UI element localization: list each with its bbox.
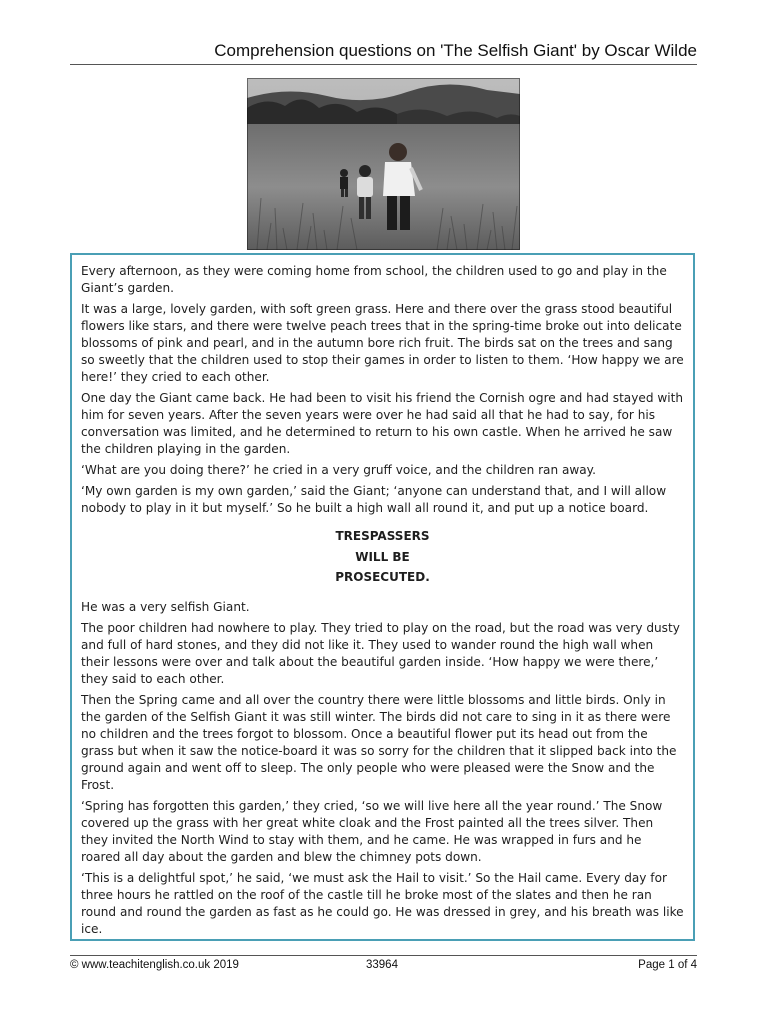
passage-paragraph-4: ‘What are you doing there?’ he cried in a very gruff voice, and the children ran away. — [81, 463, 596, 477]
page-title: Comprehension questions on 'The Selfish Giant' by Oscar Wilde — [214, 41, 697, 60]
passage-paragraph-9: ‘Spring has forgotten this garden,’ they cried, ‘so we will live here all the year round.’ The Snow covered up the grass with her great white cloak and the Frost painted all the trees silver. Then they invited the North Wind to stay with them, and he came. He was wrapped in furs and he roared all day about the garden and blew the chimney pots down. — [81, 798, 663, 864]
passage-paragraph-8: Then the Spring came and all over the country there were little blossoms and little birds. Only in the garden of the Selfish Giant it was still winter. The birds did not care to sing in it as there were no children and the trees forgot to blossom. Once a beautiful flower put its head out from the grass but when it saw the notice-board it was so sorry for the children that it slipped back into the ground again and went off to sleep. The only people who were pleased were the Snow and the Frost. — [81, 692, 677, 792]
children-running-photo — [247, 78, 520, 250]
passage-paragraph-1: Every afternoon, as they were coming home from school, the children used to go and play in the Giant’s garden. — [81, 264, 667, 295]
notice-line-1: TRESPASSERS — [335, 529, 430, 543]
notice-line-3: PROSECUTED. — [335, 570, 430, 584]
passage-paragraph-2: It was a large, lovely garden, with soft green grass. Here and there over the grass stood beautiful flowers like stars, and there were twelve peach trees that in the spring-time broke out into delicate blossoms of pink and pearl, and in the autumn bore rich fruit. The birds sat on the trees and sang so sweetly that the children used to stop their games in order to listen to them. ‘How happy we are here!’ they cried to each other. — [81, 302, 684, 384]
notice-line-2: WILL BE — [355, 549, 410, 564]
trespassers-notice — [81, 526, 684, 588]
footer-divider — [70, 955, 697, 956]
footer-copyright: © www.teachitenglish.co.uk 2019 — [70, 959, 239, 971]
story-passage — [70, 253, 695, 941]
photo-child-small — [340, 169, 348, 197]
passage-paragraph-7: The poor children had nowhere to play. They tried to play on the road, but the road was very dusty and full of hard stones, and they did not like it. They used to wander round the high wall when their lessons were over and talk about the beautiful garden inside. ‘How happy we were there,’ they said to each other. — [81, 620, 680, 686]
title-divider — [70, 64, 697, 65]
footer-page-number: Page 1 of 4 — [638, 959, 697, 971]
passage-paragraph-5: ‘My own garden is my own garden,’ said the Giant; ‘anyone can understand that, and I will allow nobody to play in it but myself.’ So he built a high wall all round it, and put up a notice board. — [81, 484, 667, 515]
passage-paragraph-10: ‘This is a delightful spot,’ he said, ‘we must ask the Hail to visit.’ So the Hail came. Every day for three hours he rattled on the roof of the castle till he broke most of the slates and then he ran round and round the garden as fast as he could go. He was dressed in grey, and his breath was like ice. — [81, 870, 684, 936]
passage-paragraph-6: He was a very selfish Giant. — [81, 599, 250, 614]
passage-paragraph-3: One day the Giant came back. He had been to visit his friend the Cornish ogre and had stayed with him for seven years. After the seven years were over he had said all that he had to say, for his conversation was limited, and he determined to return to his own castle. When he arrived he saw the children playing in the garden. — [81, 391, 683, 456]
footer-document-id: 33964 — [366, 959, 398, 971]
